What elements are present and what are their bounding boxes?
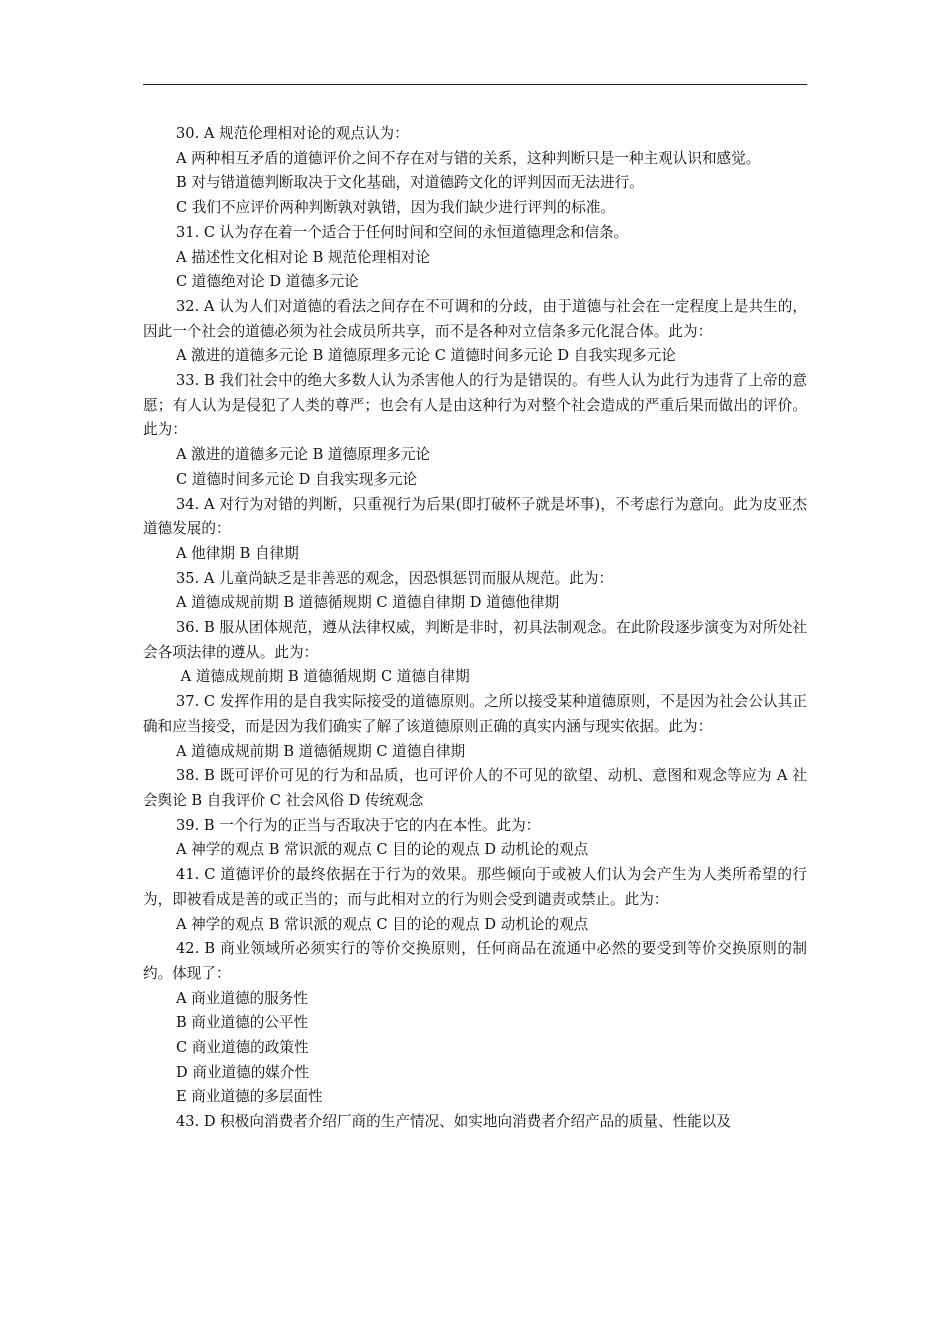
paragraph-q36-options: A 道德成规前期 B 道德循规期 C 道德自律期 (176, 668, 470, 686)
paragraph-q42-option-d: D 商业道德的媒介性 (176, 1063, 310, 1081)
paragraph-q32-options: A 激进的道德多元论 B 道德原理多元论 C 道德时间多元论 D 自我实现多元论 (176, 347, 676, 365)
paragraph-q41-options: A 神学的观点 B 常识派的观点 C 目的论的观点 D 动机论的观点 (176, 915, 589, 933)
paragraph-q33: 33. B 我们社会中的绝大多数人认为杀害他人的行为是错误的。有些人认为此行为违背了上帝的意愿；有人认为是侵犯了人类的尊严；也会有人是由这种行为对整个社会造成的严重后果而做出的评价。此为： (143, 372, 807, 439)
paragraph-q33-options-cd: C 道德时间多元论 D 自我实现多元论 (176, 470, 418, 488)
paragraph-q39-options: A 神学的观点 B 常识派的观点 C 目的论的观点 D 动机论的观点 (176, 841, 589, 859)
document-body (143, 122, 807, 1135)
paragraph-q39: 39. B 一个行为的正当与否取决于它的内在本性。此为： (176, 816, 541, 834)
paragraph-q31: 31. C 认为存在着一个适合于任何时间和空间的永恒道德理念和信条。 (176, 223, 629, 241)
header-rule (143, 84, 807, 85)
paragraph-q35-options: A 道德成规前期 B 道德循规期 C 道德自律期 D 道德他律期 (176, 594, 560, 612)
paragraph-q31-options-cd: C 道德绝对论 D 道德多元论 (176, 273, 359, 291)
paragraph-q30-option-c: C 我们不应评价两种判断孰对孰错，因为我们缺少进行评判的标准。 (176, 199, 616, 217)
paragraph-q42-option-c: C 商业道德的政策性 (176, 1039, 309, 1057)
paragraph-q32: 32. A 认为人们对道德的看法之间存在不可调和的分歧，由于道德与社会在一定程度上是共生的，因此一个社会的道德必须为社会成员所共享，而不是各种对立信条多元化混合体。此为： (143, 297, 807, 340)
paragraph-q36: 36. B 服从团体规范，遵从法律权威，判断是非时，初具法制观念。在此阶段逐步演变为对所处社会各项法律的遵从。此为： (143, 619, 807, 661)
paragraph-q42-option-b: B 商业道德的公平性 (176, 1014, 309, 1032)
paragraph-q33-options-ab: A 激进的道德多元论 B 道德原理多元论 (176, 446, 431, 464)
paragraph-q43: 43. D 积极向消费者介绍厂商的生产情况、如实地向消费者介绍产品的质量、性能以及 (176, 1113, 731, 1131)
paragraph-q31-options-ab: A 描述性文化相对论 B 规范伦理相对论 (176, 248, 431, 266)
paragraph-q34: 34. A 对行为对错的判断，只重视行为后果(即打破杯子就是坏事)，不考虑行为意向。此为皮亚杰道德发展的： (143, 495, 807, 538)
paragraph-q42: 42. B 商业领域所必须实行的等价交换原则，任何商品在流通中必然的要受到等价交换原则的制约。体现了： (143, 940, 807, 982)
paragraph-q42-option-e: E 商业道德的多层面性 (176, 1088, 323, 1106)
paragraph-q34-options: A 他律期 B 自律期 (176, 544, 299, 562)
paragraph-q37: 37. C 发挥作用的是自我实际接受的道德原则。之所以接受某种道德原则，不是因为社会公认其正确和应当接受，而是因为我们确实了解了该道德原则正确的真实内涵与现实依据。此为： (143, 693, 807, 735)
paragraph-q41: 41. C 道德评价的最终依据在于行为的效果。那些倾向于或被人们认为会产生为人类所希望的行为，即被看成是善的或正当的；而与此相对立的行为则会受到谴责或禁止。此为： (143, 866, 807, 908)
paragraph-q30: 30. A 规范伦理相对论的观点认为： (176, 125, 409, 142)
paragraph-q30-option-b: B 对与错道德判断取决于文化基础，对道德跨文化的评判因而无法进行。 (176, 174, 644, 192)
paragraph-q42-option-a: A 商业道德的服务性 (176, 989, 308, 1007)
paragraph-q38: 38. B 既可评价可见的行为和品质，也可评价人的不可见的欲望、动机、意图和观念等应为 A 社会舆论 B 自我评价 C 社会风俗 D 传统观念 (143, 767, 807, 809)
paragraph-q35: 35. A 儿童尚缺乏是非善恶的观念，因恐惧惩罚而服从规范。此为： (176, 569, 614, 587)
paragraph-q30-option-a: A 两种相互矛盾的道德评价之间不存在对与错的关系，这种判断只是一种主观认识和感觉。 (176, 149, 761, 167)
paragraph-q37-options: A 道德成规前期 B 道德循规期 C 道德自律期 (176, 742, 466, 760)
